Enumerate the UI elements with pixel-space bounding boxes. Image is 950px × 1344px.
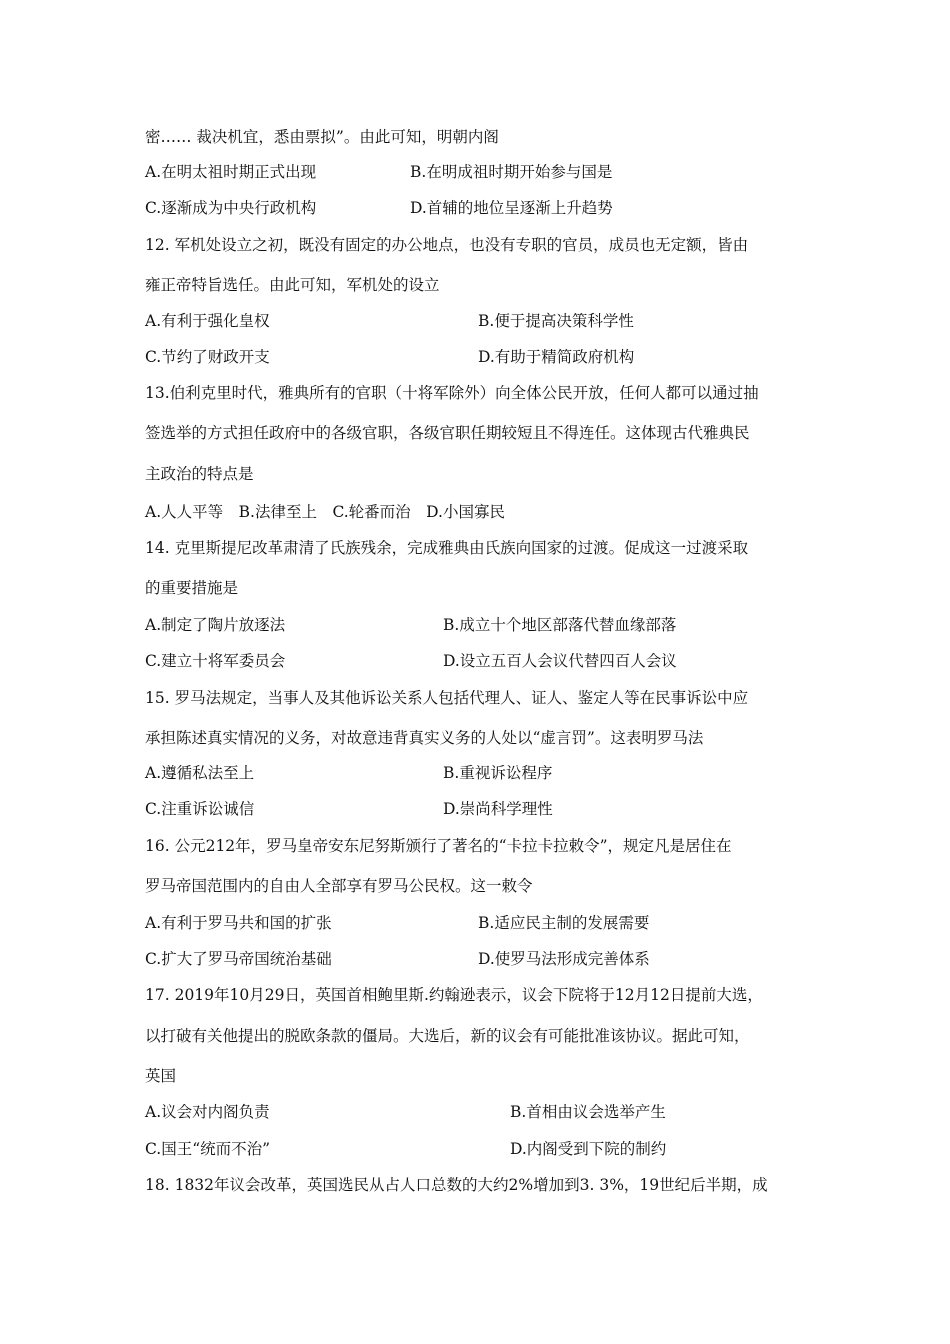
question-15-option-d: D.崇尚科学理性 xyxy=(443,800,553,818)
question-17-option-d: D.内阁受到下院的制约 xyxy=(510,1140,667,1158)
question-12-option-c: C.节约了财政开支 xyxy=(145,348,270,366)
question-14-option-d: D.设立五百人会议代替四百人会议 xyxy=(443,652,677,670)
question-17-option-a: A.议会对内阁负责 xyxy=(145,1103,270,1121)
question-11-option-a: A.在明太祖时期正式出现 xyxy=(145,163,317,181)
question-14-line-1: 14. 克里斯提尼改革肃清了氏族残余，完成雅典由氏族向国家的过渡。促成这一过渡采取 xyxy=(145,539,749,557)
question-17-option-c: C.国王“统而不治” xyxy=(145,1140,271,1158)
question-15-line-2: 承担陈述真实情况的义务，对故意违背真实义务的人处以“虚言罚”。这表明罗马法 xyxy=(145,729,704,747)
question-16-option-a: A.有利于罗马共和国的扩张 xyxy=(145,914,332,932)
question-12-option-a: A.有利于强化皇权 xyxy=(145,312,270,330)
question-16-option-b: B.适应民主制的发展需要 xyxy=(478,914,650,932)
question-12-line-1: 12. 军机处设立之初，既没有固定的办公地点，也没有专职的官员，成员也无定额，皆由 xyxy=(145,236,749,254)
question-17-line-3: 英国 xyxy=(145,1067,177,1085)
question-11-option-b: B.在明成祖时期开始参与国是 xyxy=(410,163,613,181)
question-15-line-1: 15. 罗马法规定，当事人及其他诉讼关系人包括代理人、证人、鉴定人等在民事诉讼中应 xyxy=(145,689,749,707)
question-17-line-2: 以打破有关他提出的脱欧条款的僵局。大选后，新的议会有可能批准该协议。据此可知， xyxy=(145,1027,750,1045)
question-13-options: A.人人平等 B.法律至上 C.轮番而治 D.小国寡民 xyxy=(145,503,505,521)
question-13-line-3: 主政治的特点是 xyxy=(145,465,254,483)
question-13-line-2: 签选举的方式担任政府中的各级官职，各级官职任期较短且不得连任。这体现古代雅典民 xyxy=(145,424,750,442)
question-14-option-b: B.成立十个地区部落代替血缘部落 xyxy=(443,616,677,634)
question-14-option-a: A.制定了陶片放逐法 xyxy=(145,616,286,634)
question-17-line-1: 17. 2019年10月29日，英国首相鲍里斯.约翰逊表示，议会下院将于12月12日提前大选， xyxy=(145,986,763,1004)
question-16-line-1: 16. 公元212年，罗马皇帝安东尼努斯颁行了著名的“卡拉卡拉敕令”，规定凡是居住在 xyxy=(145,837,732,855)
question-12-option-d: D.有助于精简政府机构 xyxy=(478,348,635,366)
question-15-option-a: A.遵循私法至上 xyxy=(145,764,255,782)
question-15-option-c: C.注重诉讼诚信 xyxy=(145,800,255,818)
question-12-line-2: 雍正帝特旨选任。由此可知，军机处的设立 xyxy=(145,276,440,294)
question-17-option-b: B.首相由议会选举产生 xyxy=(510,1103,666,1121)
question-16-option-d: D.使罗马法形成完善体系 xyxy=(478,950,650,968)
question-18-line-1: 18. 1832年议会改革，英国选民从占人口总数的大约2%增加到3. 3%，19世纪后半期，成 xyxy=(145,1176,768,1194)
question-14-line-2: 的重要措施是 xyxy=(145,579,239,597)
question-16-option-c: C.扩大了罗马帝国统治基础 xyxy=(145,950,332,968)
question-15-option-b: B.重视诉讼程序 xyxy=(443,764,553,782)
question-12-option-b: B.便于提高决策科学性 xyxy=(478,312,634,330)
question-14-option-c: C.建立十将军委员会 xyxy=(145,652,286,670)
question-11-option-d: D.首辅的地位呈逐渐上升趋势 xyxy=(410,199,613,217)
question-13-line-1: 13.伯利克里时代，雅典所有的官职（十将军除外）向全体公民开放，任何人都可以通过抽 xyxy=(145,384,759,402)
question-11-option-c: C.逐渐成为中央行政机构 xyxy=(145,199,317,217)
question-16-line-2: 罗马帝国范围内的自由人全部享有罗马公民权。这一敕令 xyxy=(145,877,533,895)
question-11-line-1: 密…… 裁决机宜，悉由票拟”。由此可知，明朝内阁 xyxy=(145,128,499,146)
